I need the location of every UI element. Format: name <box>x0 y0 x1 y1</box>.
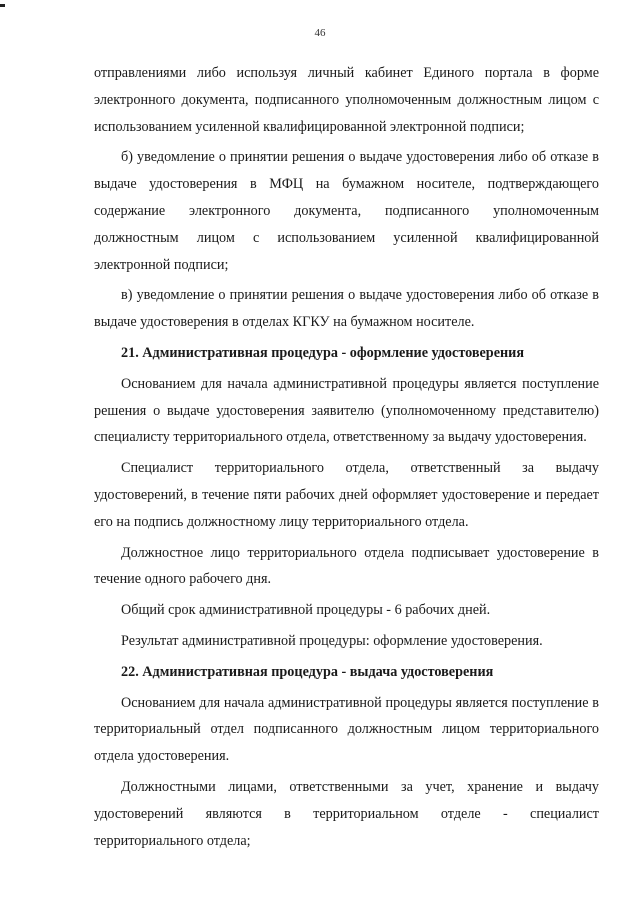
paragraph-responsible-officials: Должностными лицами, ответственными за учет, хранение и выдачу удостоверений являются в территориальном отделе - специалист территориального отдела; <box>94 778 599 849</box>
paragraph-item-v: в) уведомление о принятии решения о выдаче удостоверения либо об отказе в выдаче удостоверения в отделах КГКУ на бумажном носителе. <box>94 287 599 331</box>
document-body <box>94 60 599 858</box>
paragraph-specialist: Специалист территориального отдела, ответственный за выдачу удостоверений, в течение пяти рабочих дней оформляет удостоверение и передает его на подпись должностному лицу территориального отдела. <box>94 460 599 530</box>
paragraph-item-b: б) уведомление о принятии решения о выдаче удостоверения либо об отказе в выдаче удостоверения в МФЦ на бумажном носителе, подтверждающего содержание электронного документа, подписанного уполномоченным должностным лицом с использованием усиленной квалифицированной электронной подписи; <box>94 149 599 273</box>
paragraph-total-term: Общий срок административной процедуры - 6 рабочих дней. <box>121 602 491 619</box>
section-heading-22: 22. Административная процедура - выдача удостоверения <box>121 663 494 680</box>
paragraph-basis-22: Основанием для начала административной процедуры является поступление в территориальный отдел подписанного должностным лицом территориального отдела удостоверения. <box>94 694 599 765</box>
paragraph-basis-21: Основанием для начала административной процедуры является поступление решения о выдаче удостоверения заявителю (уполномоченному представителю) специалисту территориального отдела, ответственному за выдачу удостоверения. <box>94 375 599 446</box>
paragraph-official-signs: Должностное лицо территориального отдела подписывает удостоверение в течение одного рабочего дня. <box>94 544 599 588</box>
page-number: 46 <box>314 27 326 39</box>
section-heading-21: 21. Административная процедура - оформление удостоверения <box>121 344 525 361</box>
paragraph-continuation: отправлениями либо используя личный кабинет Единого портала в форме электронного документа, подписанного уполномоченным должностным лицом с использованием усиленной квалифицированной электронной подписи; <box>94 65 599 135</box>
scan-corner-mark <box>0 4 5 7</box>
paragraph-result: Результат административной процедуры: оформление удостоверения. <box>121 632 543 649</box>
